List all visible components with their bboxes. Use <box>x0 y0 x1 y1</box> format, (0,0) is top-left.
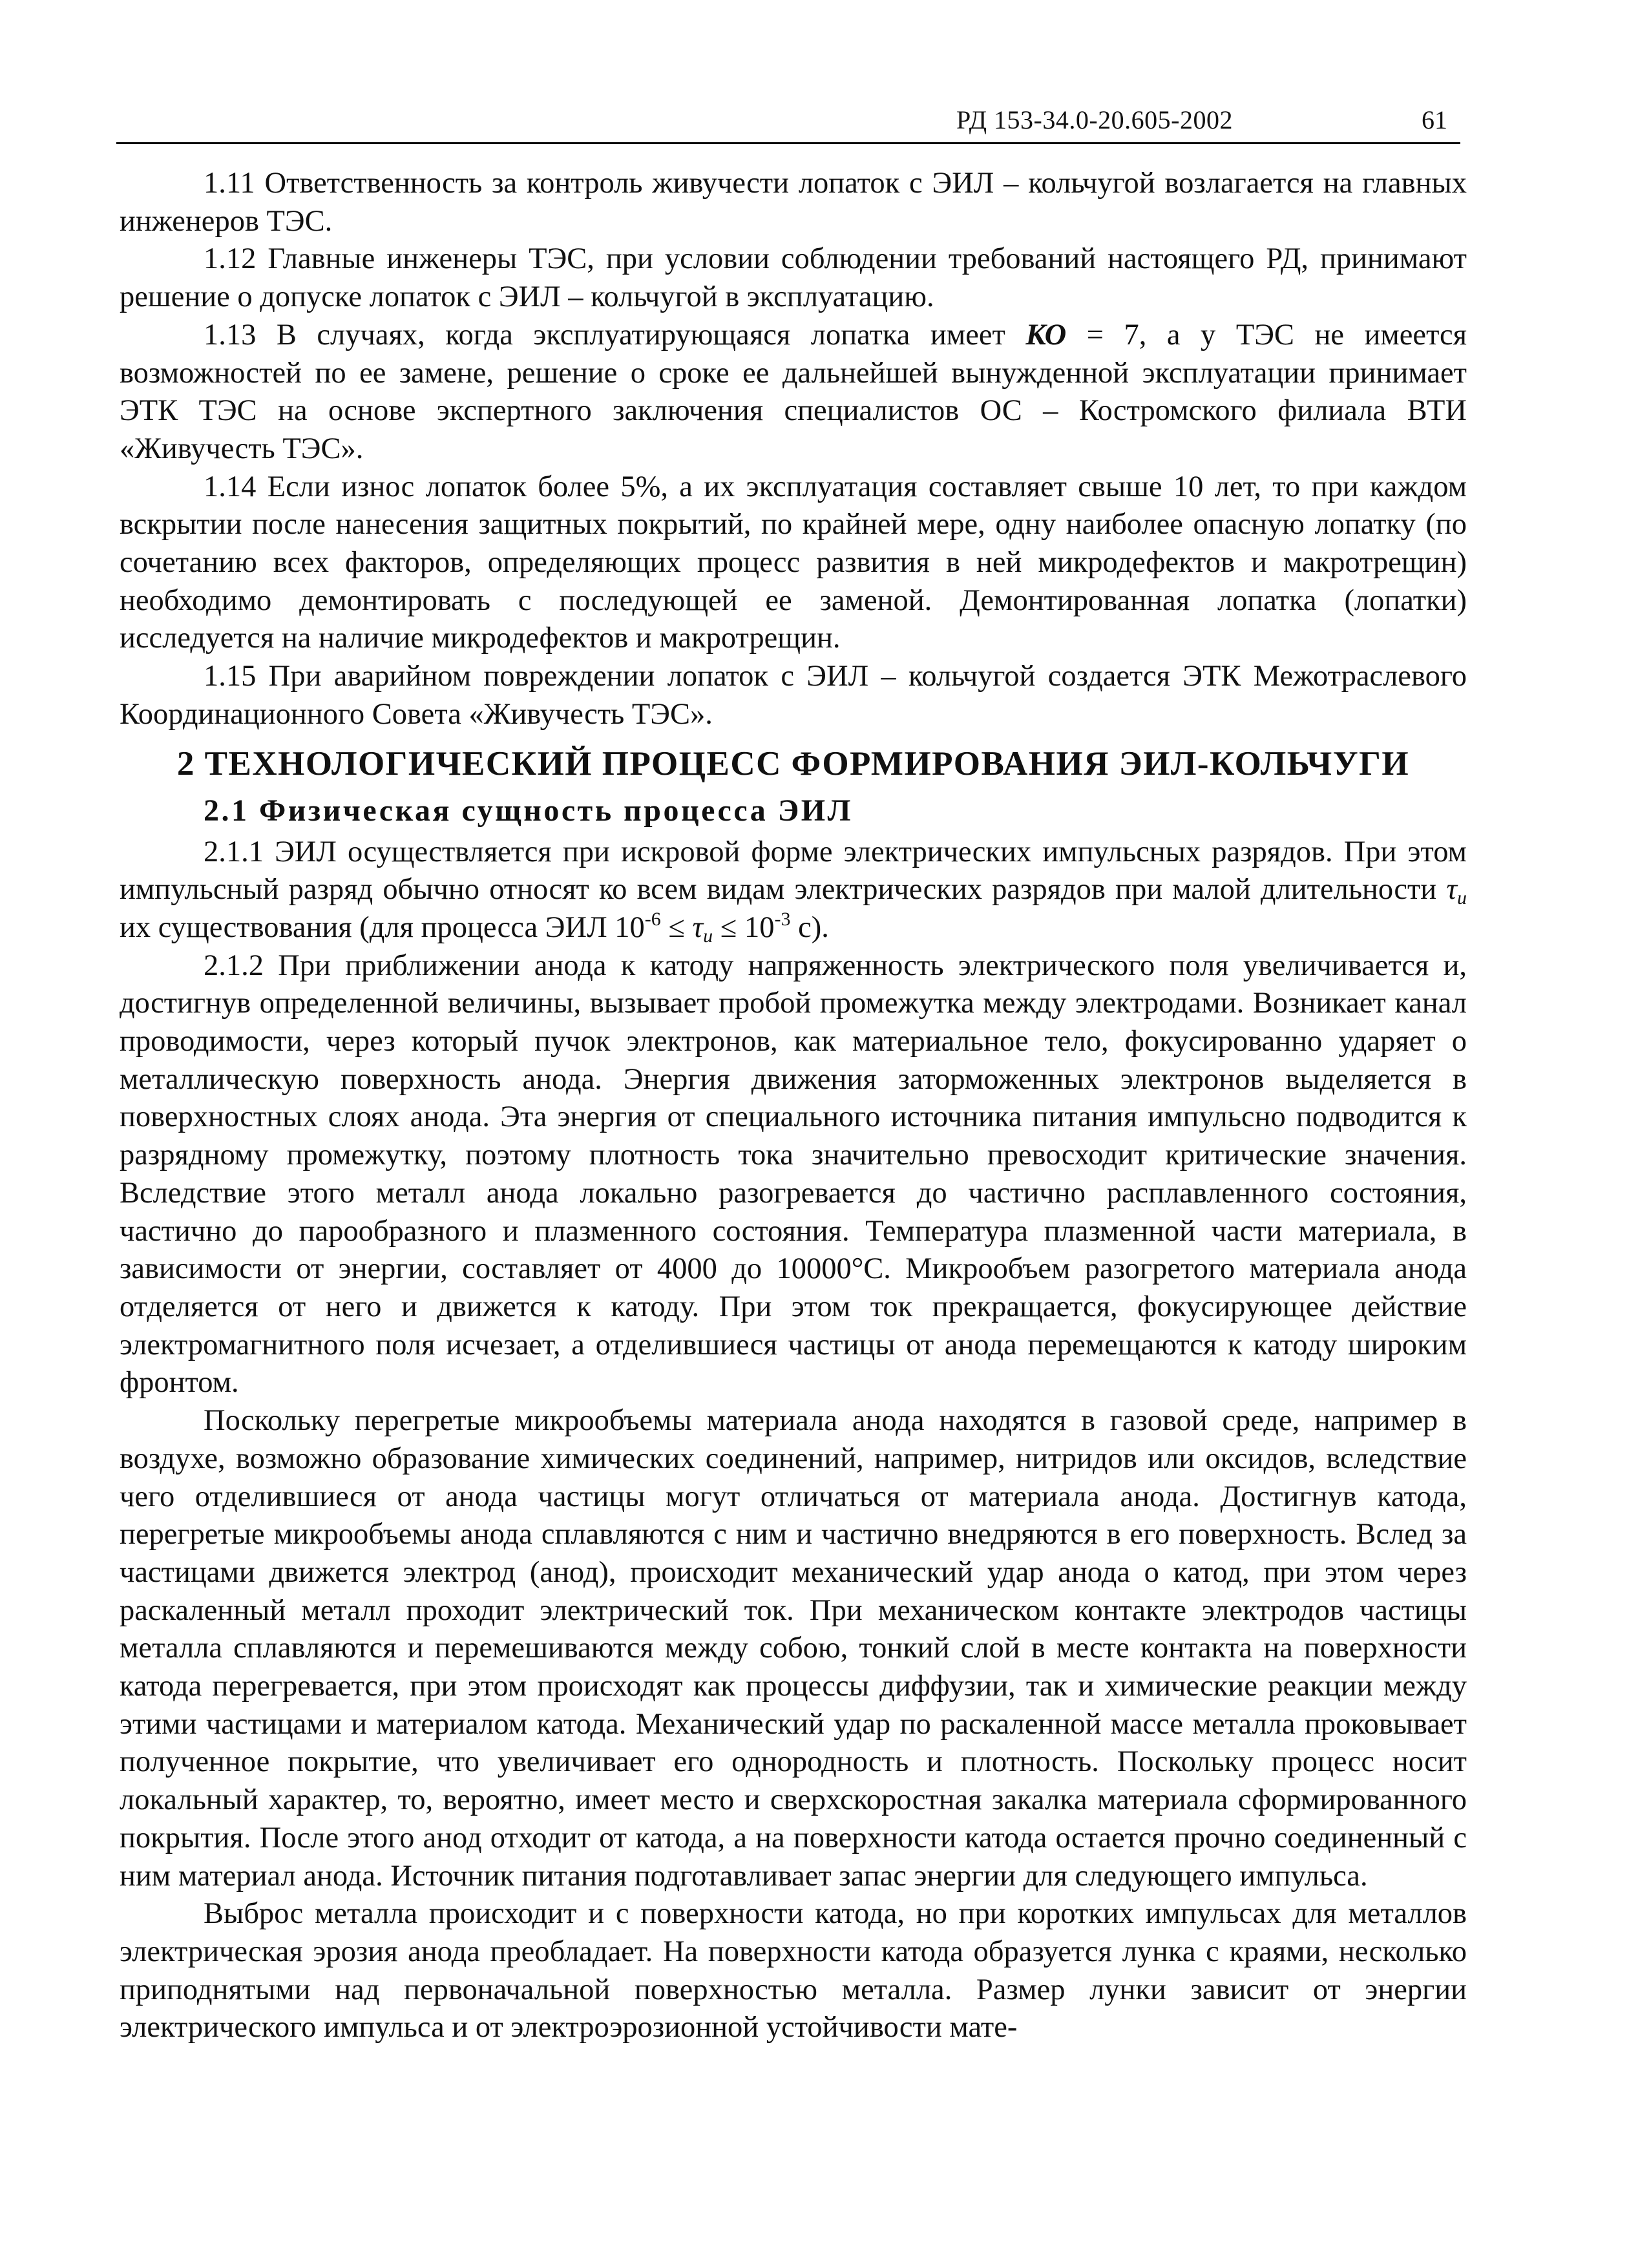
ko-symbol: КО <box>1025 318 1067 352</box>
page-number: 61 <box>1422 105 1447 134</box>
paragraph-2-1-1-text-c: ≤ <box>660 910 693 944</box>
paragraph-1-12: 1.12 Главные инженеры ТЭС, при условии соблюдении требований настоящего РД, принимают решение о допуске лопаток с ЭИЛ – кольчугой в эксплуатацию. <box>120 242 1467 314</box>
exponent-minus-3: -3 <box>774 908 791 930</box>
paragraph-2-1-2: 2.1.2 При приближении анода к катоду напряженность электрического поля увеличивается и, достигнув определенной величины, вызывает пробой промежутка между электродами. Возникает канал проводимости, через который пучок электронов, как материальное тело, фокусированно ударяет о металлическую поверхность анода. Энергия движения заторможенных электронов выделяется в поверхностных слоях анода. Эта энергия от специального источника питания импульсно подводится к разрядному промежутку, поэтому плотность тока значительно превосходит критические значения. Вследствие этого металл анода локально разогревается до частично расплавленного состояния, частично до парообразного и плазменного состояния. Температура плазменной части материала, в зависимости от энергии, составляет от 4000 до 10000°С. Микрообъем разогретого материала анода отделяется от него и движется к катоду. При этом ток прекращается, фокусирующее действие электромагнитного поля исчезает, а отделившиеся частицы от анода перемещаются к катоду широким фронтом. <box>120 949 1467 1400</box>
paragraph-metal-ejection: Выброс металла происходит и с поверхности катода, но при коротких импульсах для металлов электрическая эрозия анода преобладает. На поверхности катода образуется лунка с краями, несколько приподнятыми над первоначальной поверхностью металла. Размер лунки зависит от энергии электрического импульса и от электроэрозионной устойчивости мате- <box>120 1897 1467 2044</box>
paragraph-1-13-text-a: 1.13 В случаях, когда эксплуатирующаяся лопатка имеет <box>204 318 1026 352</box>
tau-subscript-2: u <box>703 925 713 947</box>
paragraph-2-1-1-text-d: ≤ 10 <box>713 910 775 944</box>
paragraph-2-1-1-text-a: 2.1.1 ЭИЛ осуществляется при искровой форме электрических импульсных разрядов. При этом импульсный разряд обычно относят ко всем видам электрических разрядов при малой длительности <box>120 835 1467 907</box>
paragraph-overheated-microvolumes: Поскольку перегретые микрообъемы материала анода находятся в газовой среде, например в воздухе, возможно образование химических соединений, например, нитридов или оксидов, вследствие чего отделившиеся от анода частицы могут отличаться от материала анода. Достигнув катода, перегретые микрообъемы анода сплавляются с ним и частично внедряются в его поверхность. Вслед за частицами движется электрод (анод), происходит механический удар анода о катод, при этом через раскаленный металл проходит электрический ток. При механическом контакте электродов частицы металла сплавляются и перемешиваются между собою, тонкий слой в месте контакта на поверхности катода перегревается, при этом происходят как процессы диффузии, так и химические реакции между этими частицами и материалом катода. Механический удар по раскаленной массе металла проковывает полученное покрытие, что увеличивает его однородность и плотность. Поскольку процесс носит локальный характер, то, вероятно, имеет место и сверхскоростная закалка материала сформированного покрытия. После этого анод отходит от катода, а на поверхности катода остается прочно соединенный с ним материал анода. Источник питания подготавливает запас энергии для следующего импульса. <box>120 1404 1467 1893</box>
tau-symbol: τ <box>1446 873 1457 907</box>
paragraph-1-13-text-b: = 7, а у ТЭС не имеется возможностей по ее замене, решение о сроке ее дальнейшей вынужденной эксплуатации принимает ЭТК ТЭС на основе экспертного заключения специалистов ОС – Костромского филиала ВТИ «Живучесть ТЭС». <box>120 318 1467 465</box>
paragraph-1-13 <box>120 317 1467 468</box>
paragraph-2-1-1-text-e: с). <box>790 910 829 944</box>
subsection-2-1-title: 2.1 Физическая сущность процесса ЭИЛ <box>204 793 853 828</box>
tau-subscript: u <box>1457 887 1467 909</box>
section-2-title: 2 ТЕХНОЛОГИЧЕСКИЙ ПРОЦЕСС ФОРМИРОВАНИЯ ЭИЛ-КОЛЬЧУГИ <box>176 744 1410 782</box>
running-header <box>116 97 1460 144</box>
exponent-minus-6: -6 <box>644 908 661 930</box>
paragraph-1-15: 1.15 При аварийном повреждении лопаток с ЭИЛ – кольчугой создается ЭТК Межотраслевого Координационного Совета «Живучесть ТЭС». <box>120 660 1467 731</box>
paragraph-1-14: 1.14 Если износ лопаток более 5%, а их эксплуатация составляет свыше 10 лет, то при каждом вскрытии после нанесения защитных покрытий, по крайней мере, одну наиболее опасную лопатку (по сочетанию всех факторов, определяющих процесс развития в ней микродефектов и макротрещин) необходимо демонтировать с последующей ее заменой. Демонтированная лопатка (лопатки) исследуется на наличие микродефектов и макротрещин. <box>120 470 1467 655</box>
document-code: РД 153-34.0-20.605-2002 <box>956 105 1233 134</box>
paragraph-2-1-1 <box>120 834 1467 947</box>
tau-symbol-2: τ <box>692 910 704 944</box>
page-body <box>120 165 1467 2047</box>
paragraph-1-11: 1.11 Ответственность за контроль живучести лопаток с ЭИЛ – кольчугой возлагается на главных инженеров ТЭС. <box>120 167 1467 238</box>
paragraph-2-1-1-text-b: их существования (для процесса ЭИЛ 10 <box>120 910 645 944</box>
